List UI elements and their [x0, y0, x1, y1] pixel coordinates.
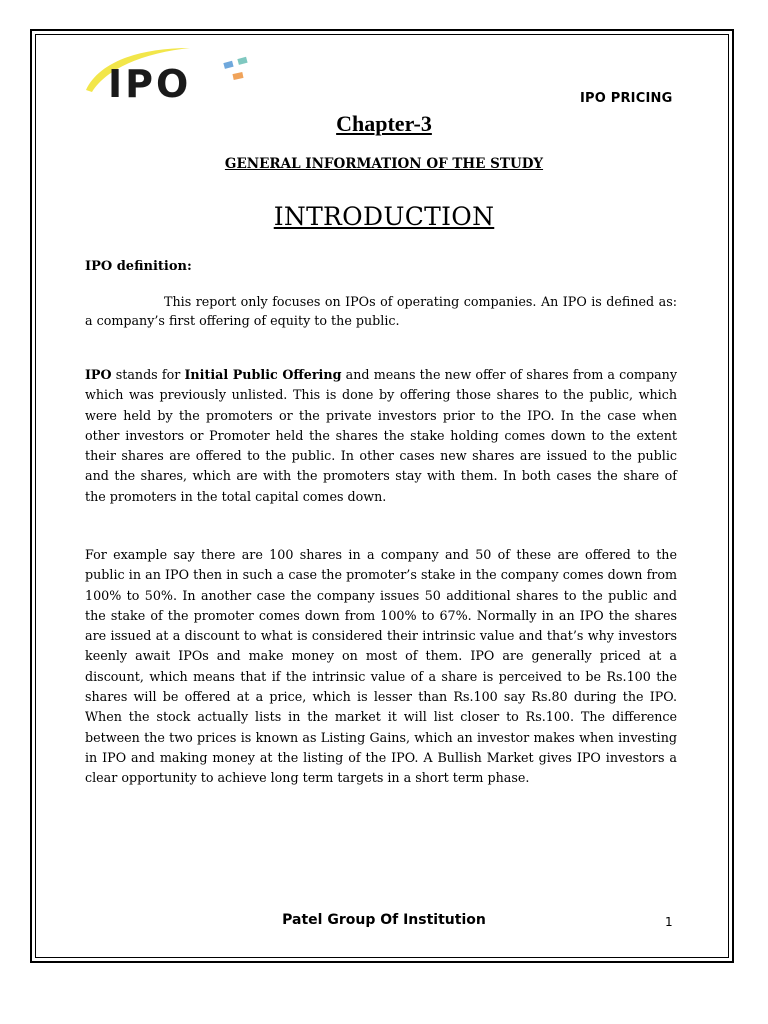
term-connector: stands for [111, 367, 185, 382]
footer-institution: Patel Group Of Institution [282, 912, 486, 928]
logo-text: IPO [108, 62, 192, 104]
definition-heading: IPO definition: [85, 259, 192, 274]
logo-square-teal [237, 57, 247, 65]
example-paragraph: For example say there are 100 shares in a company and 50 of these are offered to the public in an IPO then in such a case the promoter’s stake in the company comes down from 100% to 50%. In another case the company issues 50 additional shares to the public and the stake of the promoter comes down from 100% to 67%. Normally in an IPO the shares are issued at a discount to what is considered their intrinsic value and that’s why investors keenly await IPOs and make money on most of them. IPO are generally priced at a discount, which means that if the intrinsic value of a share is perceived to be Rs.100 the shares will be offered at a price, which is lesser than Rs.100 say Rs.80 during the IPO. When the stock actually lists in the market it will list closer to Rs.100. The difference between the two prices is known as Listing Gains, which an investor makes when investing in IPO and making money at the listing of the IPO. A Bullish Market gives IPO investors a clear opportunity to achieve long term targets in a short term phase. [85, 547, 677, 786]
page-number: 1 [665, 915, 673, 929]
section-title: INTRODUCTION [273, 202, 495, 231]
explanation-text: and means the new offer of shares from a company which was previously unlisted. This is done by offering those shares to the public, which were held by the promoters or the private investors prior to the IPO. In the case when other investors or Promoter held the shares the stake holding comes down to the extent their shares are offered to the public. In other cases new shares are issued to the public and the shares, which are with the promoters stay with them. In both cases the share of the promoters in the total capital comes down. [85, 367, 677, 504]
term-ipo: IPO [85, 367, 112, 382]
ipo-logo [80, 42, 255, 104]
chapter-subtitle: GENERAL INFORMATION OF THE STUDY [224, 156, 544, 172]
logo-square-blue [223, 61, 233, 69]
header-title: IPO PRICING [580, 91, 673, 106]
term-full-form: Initial Public Offering [184, 367, 342, 382]
logo-square-orange [232, 72, 243, 80]
chapter-heading: Chapter-3 [336, 111, 432, 136]
definition-paragraph: This report only focuses on IPOs of operating companies. An IPO is defined as: a company’s first offering of equity to the public. [85, 294, 677, 328]
ipo-explanation-paragraph [85, 365, 677, 507]
